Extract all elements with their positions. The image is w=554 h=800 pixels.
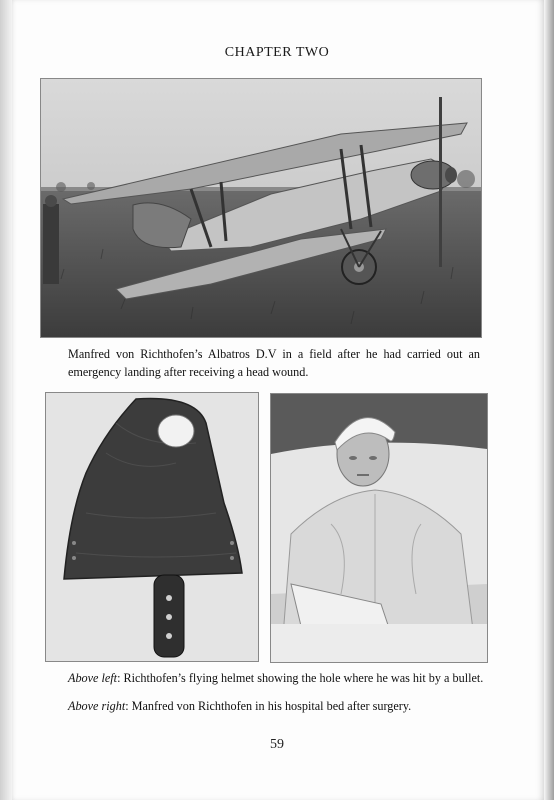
helmet-caption-lead: Above left — [68, 671, 118, 685]
albatros-photo-caption: Manfred von Richthofen’s Albatros D.V in a field after he had carried out an emergency landing after receiving a head wound. — [68, 347, 480, 379]
hospital-photo-caption — [68, 697, 488, 715]
helmet-caption-text: : Richthofen’s flying helmet showing the hole where he was hit by a bullet. — [117, 671, 484, 685]
chapter-title: CHAPTER TWO — [224, 45, 330, 60]
page-number: 59 — [270, 737, 284, 752]
hospital-caption-lead: Above right — [68, 699, 126, 713]
hospital-caption-text: : Manfred von Richthofen in his hospital bed after surgery. — [125, 699, 412, 713]
helmet-photo-caption — [68, 669, 488, 687]
page-binding-shadow — [0, 0, 12, 800]
page-edge-shadow — [544, 0, 554, 800]
flying-helmet-photo — [45, 392, 259, 662]
albatros-biplane-photo — [40, 78, 482, 338]
hospital-bed-photo — [270, 393, 488, 663]
